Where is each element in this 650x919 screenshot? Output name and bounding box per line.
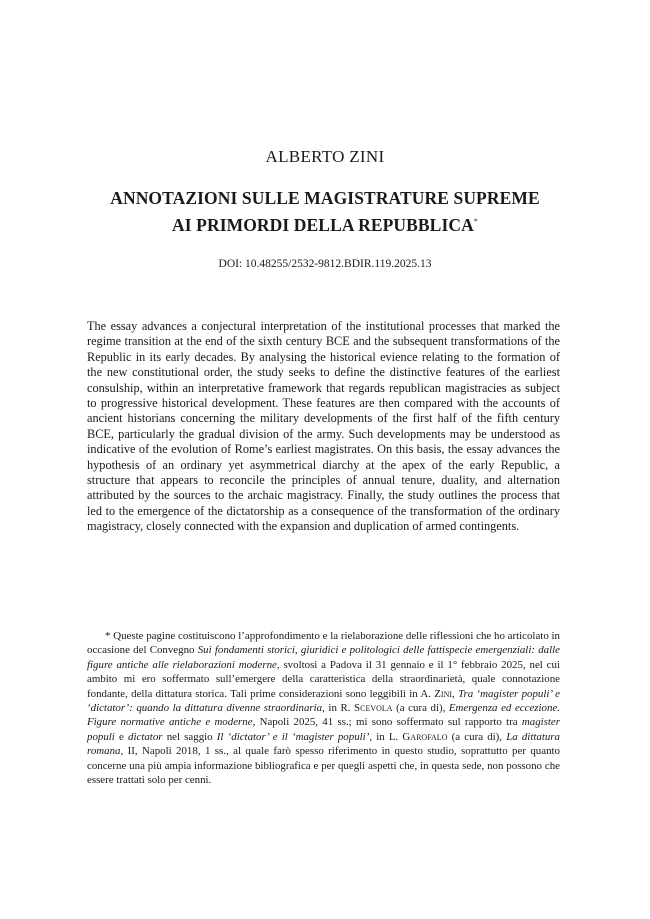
footnote-text: , xyxy=(452,687,459,700)
footnote-text: , in L. xyxy=(369,730,403,743)
title-footnote-mark: * xyxy=(473,217,478,226)
doi-line: DOI: 10.48255/2532-9812.BDIR.119.2025.13 xyxy=(218,258,432,270)
footnote-text: nel saggio xyxy=(162,730,217,743)
footnote-italic: Emergenza ed eccezione. Figure normative antiche e moderne xyxy=(87,702,560,729)
article-title xyxy=(60,187,590,237)
footnote-text: Queste pagine costituiscono l’approfondimento e la rielaborazione delle riflessioni che ho articolato in occasione del Convegno xyxy=(87,630,560,657)
footnote-text: , Napoli 2025, 41 ss.; mi sono soffermato sul rapporto tra xyxy=(252,716,522,729)
author-name: ALBERTO ZINI xyxy=(265,147,385,166)
footnote-author: Scevola xyxy=(354,702,393,715)
footnote-text: , II, Napoli 2018, 1 ss., al quale farò spesso riferimento in questo studio, soprattutto per quanto concerne una più ampia informazione bibliografica e per quegli aspetti che, in questa sede, non possono che essere trattati solo per cenni. xyxy=(87,745,560,787)
footnote-italic: Tra ‘magister populi’ e ‘dictator’: quando la dittatura divenne straordinaria xyxy=(87,687,560,715)
title-line-2: AI PRIMORDI DELLA REPUBBLICA xyxy=(172,214,474,235)
abstract-paragraph: The essay advances a conjectural interpretation of the institutional processes that marked the regime transition at the end of the sixth century BCE and the subsequent transformations of the Republic in its early decades. By analysing the historical evience relating to the formation of the new constitutional order, the study seeks to define the distinctive features of the earliest consulship, within an interpretative framework that regards republican magistracies as subject to progressive historical development. These features are then compared with the accounts of ancient historians concerning the military developments of the first half of the fifth century BCE, particularly the gradual division of the army. Such developments may be understood as indicative of the evolution of Rome’s earliest magistrates. On this basis, the essay advances the hypothesis of an ordinary yet asymmetrical diarchy at the apex of the early Republic, a structure that appears to reconcile the principles of annual tenure, duality, and alternation attributed by the sources to the archaic magistracy. Finally, the study outlines the process that led to the emergence of the dictatorship as a consequence of the transformation of the ordinary magistracy, closely connected with the expansion and duplication of armed contingents. xyxy=(87,319,560,534)
footnote-italic: magister populi xyxy=(87,716,561,743)
footnote-text: (a cura di), xyxy=(447,730,507,743)
footnote-text: e xyxy=(114,730,129,743)
footnote-text: (a cura di), xyxy=(392,702,449,715)
footnote-italic: Il ‘dictator’ e il ‘magister populi’ xyxy=(216,730,370,743)
footnote-author: Zini xyxy=(434,687,453,700)
footnote-text: , svoltosi a Padova il 31 gennaio e il 1° febbraio 2025, nel cui ambito mi ero soffermato sull’emergere della caratteristica della straordinarietà, quale connotazione fondante, della dittatura storica. Tali prime considerazioni sono leggibili in A. xyxy=(87,658,560,700)
footnote-italic: La dittatura romana xyxy=(87,730,560,758)
title-line-1: ANNOTAZIONI SULLE MAGISTRATURE SUPREME xyxy=(110,188,540,208)
footnote xyxy=(87,629,560,787)
footnote-text: , in R. xyxy=(322,702,355,715)
footnote-author: Garofalo xyxy=(402,730,448,743)
footnote-italic: Sui fondamenti storici, giuridici e politologici delle fattispecie emergenziali: dalle figure antiche alle rielaborazioni moderne xyxy=(87,644,560,671)
footnote-italic: dictator xyxy=(128,730,163,743)
footnote-mark: * xyxy=(105,630,111,642)
